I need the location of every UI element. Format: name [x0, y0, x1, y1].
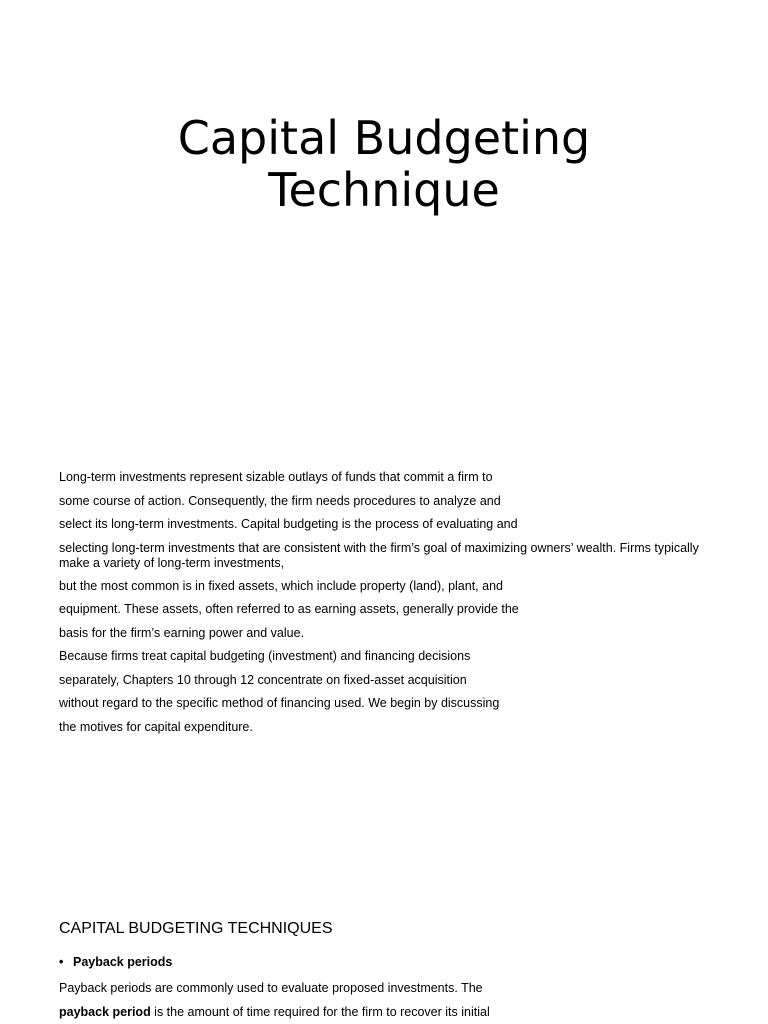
- title-line-1: Capital Budgeting: [177, 111, 591, 165]
- intro-line: some course of action. Consequently, the firm needs procedures to analyze and: [59, 493, 501, 508]
- techniques-list: [59, 953, 172, 971]
- intro-line: select its long-term investments. Capital budgeting is the process of evaluating and: [59, 517, 518, 531]
- intro-paragraph: [59, 466, 709, 739]
- intro-line: but the most common is in fixed assets, which include property (land), plant, and: [59, 578, 503, 593]
- intro-line: separately, Chapters 10 through 12 concentrate on fixed-asset acquisition: [59, 672, 467, 687]
- page-title: [0, 112, 768, 216]
- list-item-label: Payback periods: [73, 955, 173, 969]
- intro-line: basis for the firm’s earning power and value.: [59, 625, 305, 640]
- list-item: [59, 953, 172, 971]
- title-line-2: Technique: [268, 163, 500, 217]
- payback-paragraph: [59, 977, 709, 1024]
- intro-line: equipment. These assets, often referred to as earning assets, generally provide the: [59, 602, 519, 616]
- bullet-icon: •: [59, 955, 64, 969]
- payback-term: payback period: [59, 1004, 151, 1019]
- intro-line: Because firms treat capital budgeting (investment) and financing decisions: [59, 649, 471, 663]
- payback-line: [59, 1001, 709, 1024]
- intro-line: selecting long-term investments that are consistent with the firm’s goal of maximizing owners’ wealth. Firms typically make a variety of long-term investments,: [59, 540, 699, 570]
- intro-line: without regard to the specific method of financing used. We begin by discussing: [59, 696, 500, 710]
- payback-line-rest: is the amount of time required for the firm to recover its initial: [150, 1004, 490, 1019]
- payback-line: Payback periods are commonly used to evaluate proposed investments. The: [59, 981, 483, 995]
- section-heading: CAPITAL BUDGETING TECHNIQUES: [59, 920, 333, 937]
- intro-line: the motives for capital expenditure.: [59, 719, 253, 734]
- intro-line: Long-term investments represent sizable outlays of funds that commit a firm to: [59, 470, 493, 484]
